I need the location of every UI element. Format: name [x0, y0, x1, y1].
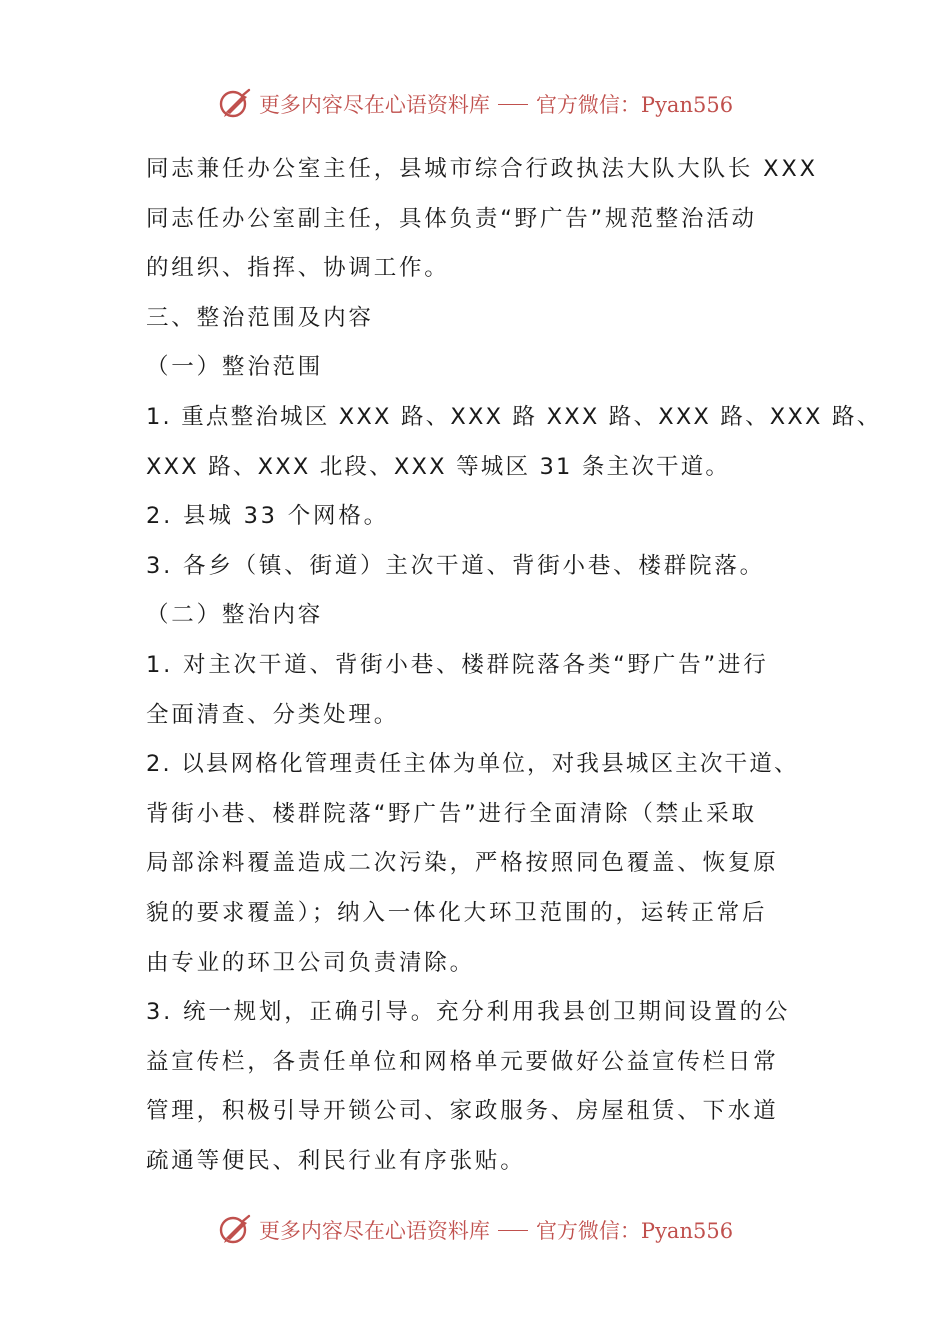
text-line: 3. 统一规划，正确引导。充分利用我县创卫期间设置的公: [146, 999, 791, 1026]
watermark-suffix: 官方微信：Pyan556: [535, 1219, 734, 1243]
text-line: 3. 各乡（镇、街道）主次干道、背街小巷、楼群院落。: [146, 552, 765, 579]
text-line: 2. 以县网格化管理责任主体为单位，对我县城区主次干道、: [146, 751, 799, 778]
text-line: 同志任办公室副主任，具体负责“野广告”规范整治活动: [146, 205, 757, 232]
text-line: 益宣传栏，各责任单位和网格单元要做好公益宣传栏日常: [146, 1048, 779, 1075]
section-heading: 三、整治范围及内容: [146, 304, 374, 331]
text-line: 1. 对主次干道、背街小巷、楼群院落各类“野广告”进行: [146, 651, 769, 678]
text-line: 貌的要求覆盖）；纳入一体化大环卫范围的，运转正常后: [146, 899, 768, 926]
pen-logo-icon: [217, 1212, 253, 1248]
text-line: XXX 路、XXX 北段、XXX 等城区 31 条主次干道。: [146, 453, 731, 480]
text-line: 全面清查、分类处理。: [146, 701, 400, 728]
text-line: 的组织、指挥、协调工作。: [146, 255, 450, 282]
watermark-prefix: 更多内容尽在心语资料库: [258, 1219, 490, 1243]
watermark-suffix: 官方微信：Pyan556: [535, 93, 734, 117]
text-line: 2. 县城 33 个网格。: [146, 503, 389, 530]
text-line: 管理，积极引导开锁公司、家政服务、房屋租赁、下水道: [146, 1098, 779, 1125]
text-line: 局部涂料覆盖造成二次污染，严格按照同色覆盖、恢复原: [146, 850, 779, 877]
text-line: 同志兼任办公室主任，县城市综合行政执法大队大队长 XXX: [146, 156, 818, 182]
text-line: 由专业的环卫公司负责清除。: [146, 949, 475, 976]
watermark-dash: [498, 1230, 528, 1231]
pen-logo-icon: [217, 86, 253, 122]
footer-watermark: [0, 1208, 950, 1252]
watermark-prefix: 更多内容尽在心语资料库: [258, 93, 490, 117]
header-watermark: [0, 82, 950, 126]
text-line: 疏通等便民、利民行业有序张贴。: [146, 1147, 526, 1174]
watermark-dash: [498, 104, 528, 105]
text-line: 1. 重点整治城区 XXX 路、XXX 路 XXX 路、XXX 路、XXX 路、: [146, 403, 882, 430]
subsection-heading: （二）整治内容: [146, 602, 324, 629]
subsection-heading: （一）整治范围: [146, 354, 324, 381]
text-line: 背街小巷、楼群院落“野广告”进行全面清除（禁止采取: [146, 800, 757, 827]
document-body: [146, 145, 882, 1186]
